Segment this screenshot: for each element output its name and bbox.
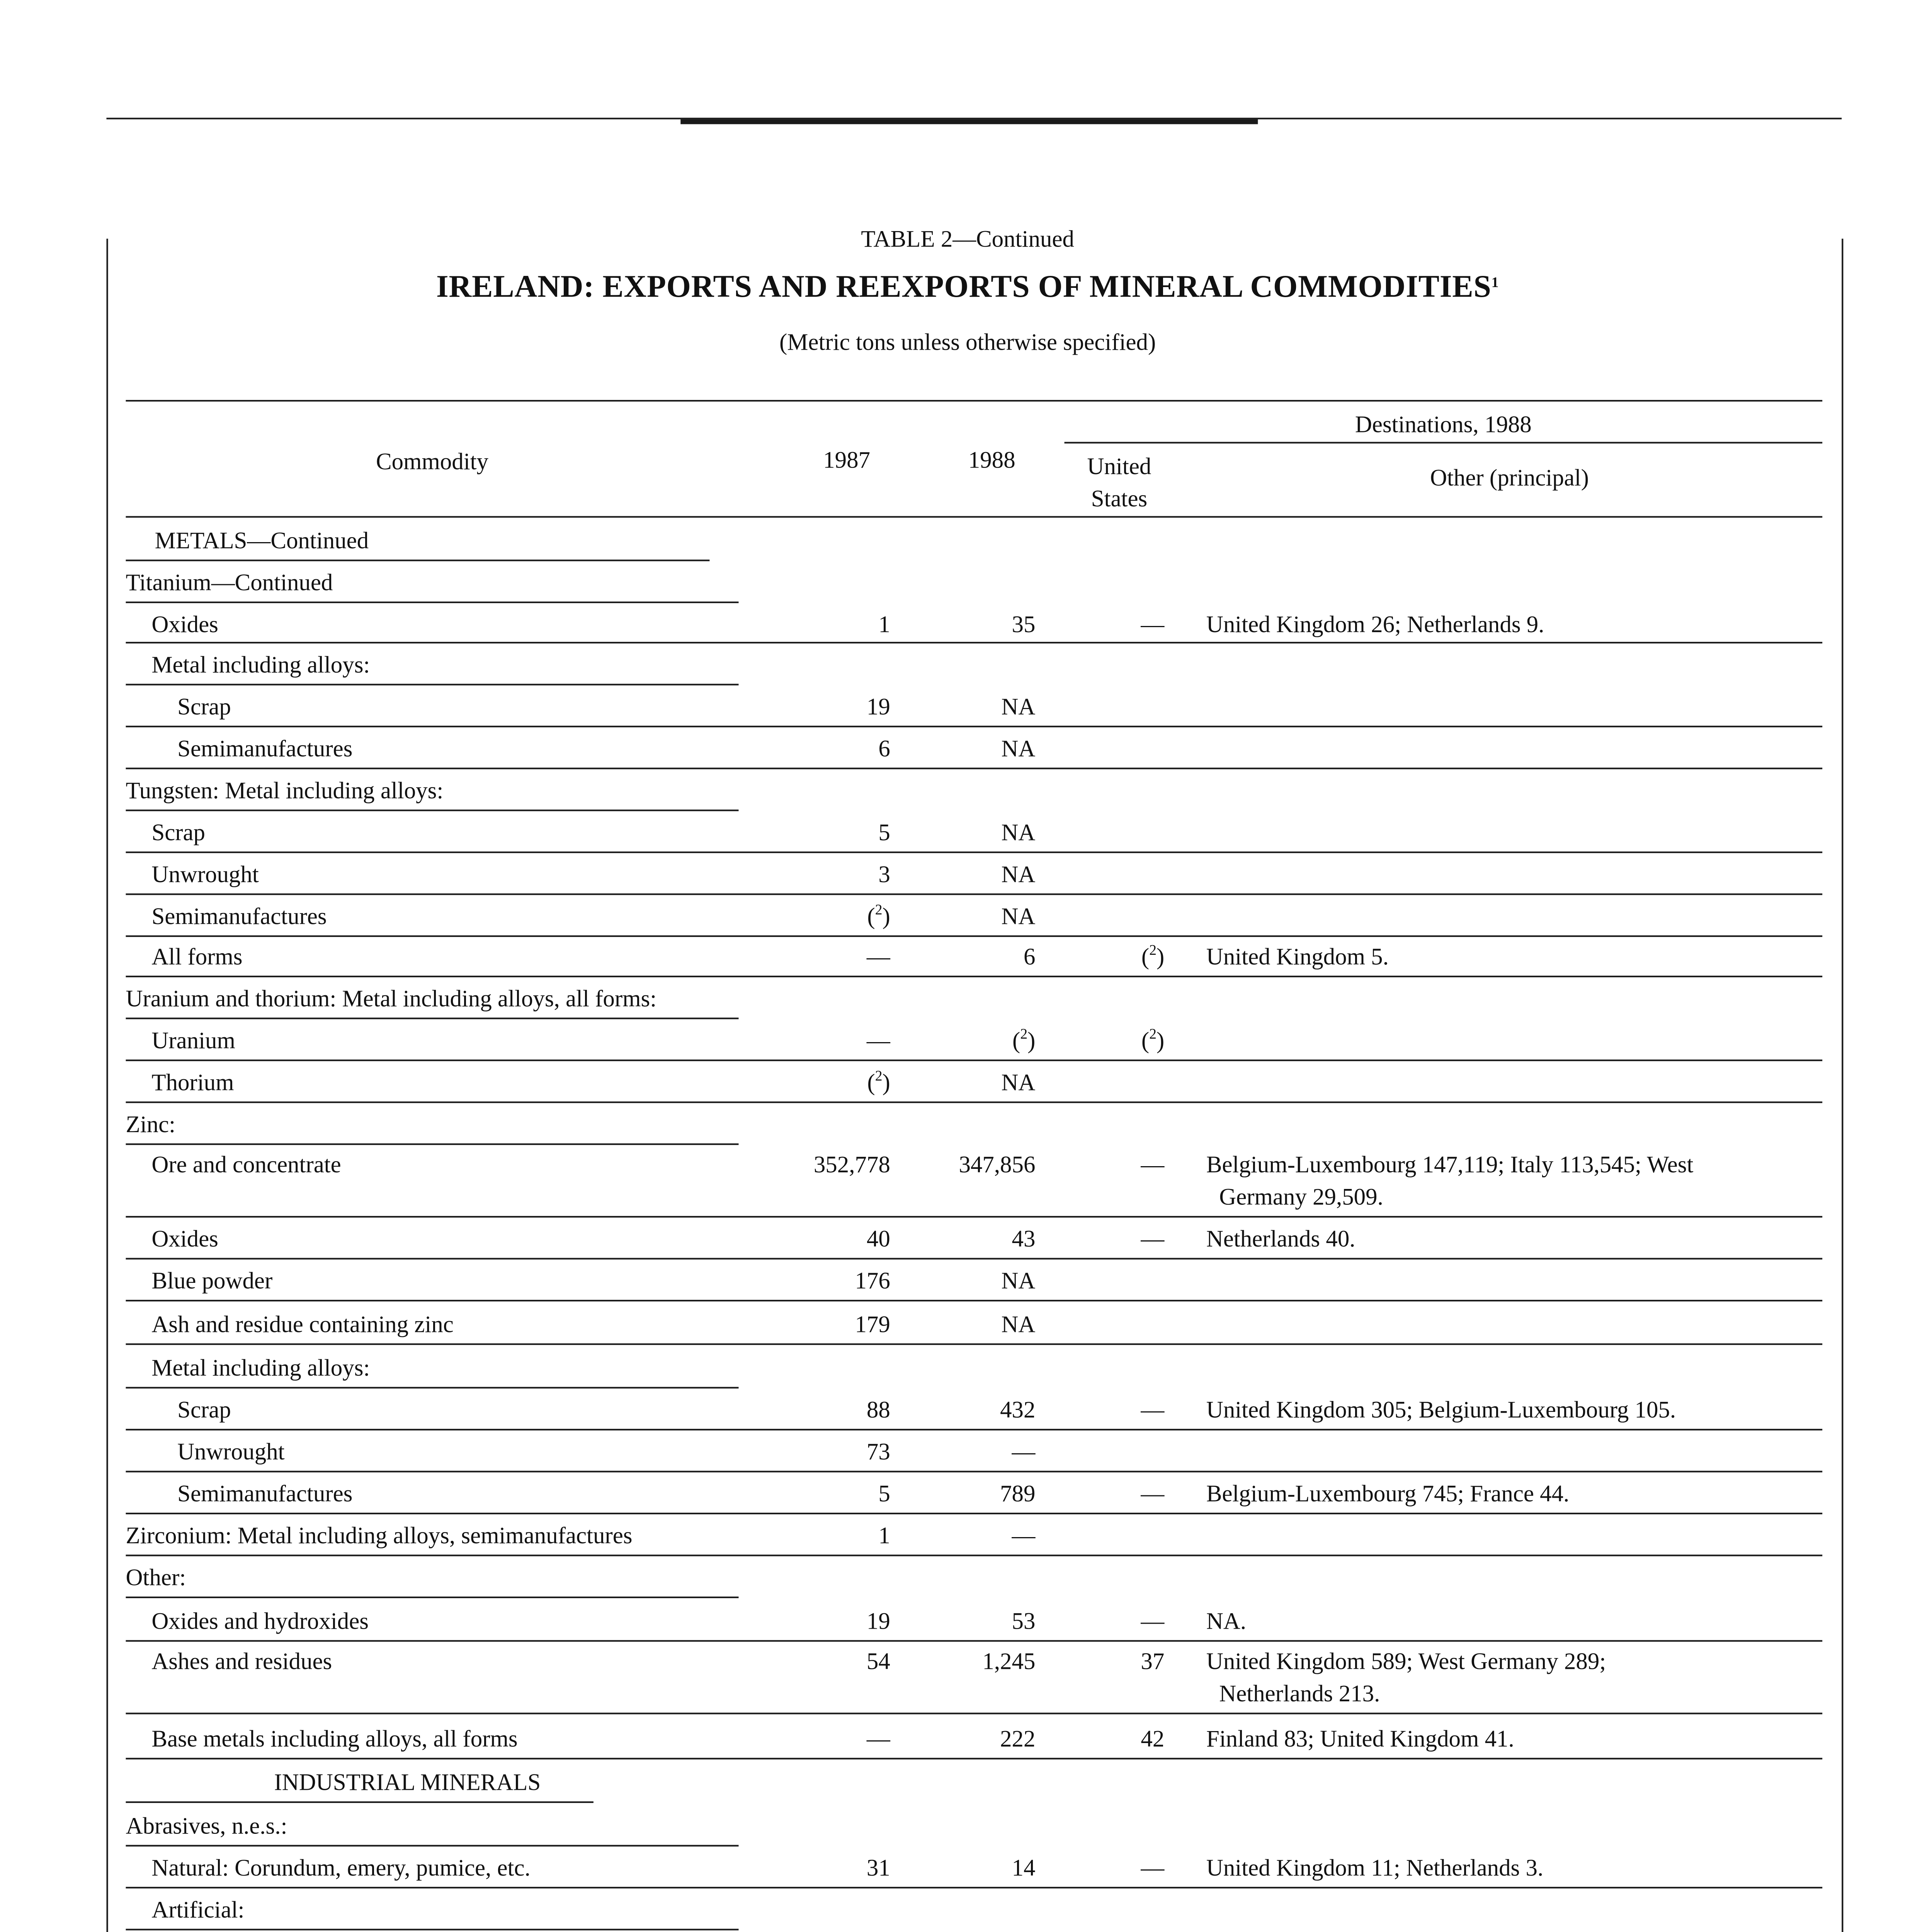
top-rule-thick bbox=[680, 119, 1258, 124]
cell-other-principal: Belgium-Luxembourg 147,119; Italy 113,545; West bbox=[1206, 1153, 1694, 1179]
cell-united-states-footnote-ref: ($^2$) bbox=[1141, 1026, 1165, 1055]
row-rule bbox=[126, 1429, 1823, 1430]
row-label: INDUSTRIAL MINERALS bbox=[274, 1770, 541, 1797]
cell-1988: — bbox=[1012, 1524, 1036, 1550]
col-us-header-line2: States bbox=[1091, 487, 1148, 513]
row-rule bbox=[126, 1060, 1823, 1061]
row-rule bbox=[126, 1018, 739, 1019]
row-rule bbox=[126, 1929, 739, 1930]
cell-1988: — bbox=[1012, 1440, 1036, 1466]
cell-united-states: — bbox=[1141, 1482, 1165, 1508]
cell-1987: 1 bbox=[878, 1524, 890, 1550]
cell-1987: — bbox=[866, 1727, 890, 1753]
cell-1987: 88 bbox=[866, 1398, 890, 1424]
cell-other-principal: Finland 83; United Kingdom 41. bbox=[1206, 1727, 1514, 1753]
table-title bbox=[0, 271, 1932, 305]
row-label: Natural: Corundum, emery, pumice, etc. bbox=[151, 1856, 531, 1882]
cell-1988: NA bbox=[1001, 821, 1036, 847]
cell-1987: 54 bbox=[866, 1650, 890, 1676]
row-label: Oxides and hydroxides bbox=[151, 1609, 369, 1636]
row-label: Uranium bbox=[151, 1029, 235, 1055]
row-rule bbox=[126, 1216, 1823, 1218]
cell-1987: 179 bbox=[855, 1313, 890, 1339]
row-label: Base metals including alloys, all forms bbox=[151, 1727, 518, 1753]
cell-1987: — bbox=[866, 945, 890, 971]
cell-1987: 31 bbox=[866, 1856, 890, 1882]
row-rule bbox=[126, 726, 1823, 727]
cell-1988: 14 bbox=[1012, 1856, 1036, 1882]
row-rule bbox=[126, 1887, 1823, 1888]
row-rule bbox=[126, 1300, 1823, 1301]
cell-1988: NA bbox=[1001, 1071, 1036, 1097]
col-destinations-header: Destinations, 1988 bbox=[1355, 413, 1532, 439]
row-label: Unwrought bbox=[177, 1440, 285, 1466]
cell-1988: 1,245 bbox=[982, 1650, 1036, 1676]
row-rule bbox=[126, 976, 1823, 977]
cell-1988: NA bbox=[1001, 1313, 1036, 1339]
cell-other-principal: NA. bbox=[1206, 1609, 1247, 1636]
left-margin-line bbox=[106, 239, 108, 1932]
title-footnote-marker: 1 bbox=[1491, 274, 1499, 291]
cell-1988: 6 bbox=[1023, 945, 1036, 971]
cell-united-states: — bbox=[1141, 1856, 1165, 1882]
cell-1988-footnote-ref: ($^2$) bbox=[1012, 1026, 1036, 1055]
col-1988-header: 1988 bbox=[968, 448, 1015, 474]
cell-united-states: — bbox=[1141, 1609, 1165, 1636]
cell-1988: 53 bbox=[1012, 1609, 1036, 1636]
cell-united-states: 42 bbox=[1141, 1727, 1165, 1753]
row-label: Scrap bbox=[177, 1398, 231, 1424]
row-label: Blue powder bbox=[151, 1269, 273, 1295]
col-us-header-line1: United bbox=[1087, 454, 1151, 481]
row-rule bbox=[126, 1597, 739, 1598]
row-label: Ashes and residues bbox=[151, 1650, 332, 1676]
row-rule bbox=[126, 1640, 1823, 1642]
row-label: Semimanufactures bbox=[151, 905, 327, 931]
row-rule bbox=[126, 852, 1823, 853]
row-label: Ore and concentrate bbox=[151, 1153, 341, 1179]
header-top-rule bbox=[126, 400, 1823, 401]
row-rule bbox=[126, 602, 739, 603]
cell-united-states-footnote-ref: ($^2$) bbox=[1141, 942, 1165, 971]
row-rule bbox=[126, 768, 1823, 769]
row-label: All forms bbox=[151, 945, 243, 971]
cell-1987: 19 bbox=[866, 1609, 890, 1636]
cell-1988: 789 bbox=[1000, 1482, 1036, 1508]
row-rule bbox=[126, 1102, 1823, 1103]
cell-1988: NA bbox=[1001, 695, 1036, 721]
cell-1987: 3 bbox=[878, 862, 890, 889]
row-label: Zirconium: Metal including alloys, semimanufactures bbox=[126, 1524, 633, 1550]
cell-1987: 40 bbox=[866, 1227, 890, 1253]
row-label: Ash and residue containing zinc bbox=[151, 1313, 454, 1339]
row-label: Tungsten: Metal including alloys: bbox=[126, 779, 444, 805]
row-rule bbox=[126, 1758, 1823, 1759]
row-label: Semimanufactures bbox=[177, 1482, 353, 1508]
row-label: Semimanufactures bbox=[177, 737, 353, 763]
row-label: Oxides bbox=[151, 612, 218, 639]
cell-other-principal: United Kingdom 5. bbox=[1206, 945, 1389, 971]
units-note: (Metric tons unless otherwise specified) bbox=[779, 330, 1156, 357]
row-rule bbox=[126, 642, 1823, 643]
cell-other-principal: United Kingdom 26; Netherlands 9. bbox=[1206, 612, 1544, 639]
header-bottom-rule bbox=[126, 516, 1823, 518]
row-rule bbox=[126, 1845, 739, 1847]
cell-other-principal: United Kingdom 589; West Germany 289; bbox=[1206, 1650, 1606, 1676]
cell-united-states: — bbox=[1141, 1398, 1165, 1424]
table-label: TABLE 2—Continued bbox=[861, 227, 1075, 253]
cell-united-states: 37 bbox=[1141, 1650, 1165, 1676]
row-rule bbox=[126, 1387, 739, 1388]
destinations-rule bbox=[1065, 442, 1823, 444]
cell-1988: NA bbox=[1001, 737, 1036, 763]
cell-united-states: — bbox=[1141, 1153, 1165, 1179]
row-label: Abrasives, n.e.s.: bbox=[126, 1814, 287, 1840]
cell-other-principal: United Kingdom 305; Belgium-Luxembourg 105. bbox=[1206, 1398, 1676, 1424]
row-rule bbox=[126, 1143, 739, 1145]
cell-other-principal-continued: Germany 29,509. bbox=[1219, 1185, 1383, 1211]
row-rule bbox=[126, 1344, 1823, 1345]
cell-1988: 432 bbox=[1000, 1398, 1036, 1424]
col-1987-header: 1987 bbox=[823, 448, 871, 474]
cell-1987: — bbox=[866, 1029, 890, 1055]
cell-other-principal: United Kingdom 11; Netherlands 3. bbox=[1206, 1856, 1544, 1882]
cell-other-principal: Belgium-Luxembourg 745; France 44. bbox=[1206, 1482, 1570, 1508]
row-label: Metal including alloys: bbox=[151, 1356, 370, 1382]
row-label: Scrap bbox=[151, 821, 206, 847]
col-other-header: Other (principal) bbox=[1430, 466, 1589, 492]
cell-1988: 43 bbox=[1012, 1227, 1036, 1253]
row-rule bbox=[126, 1471, 1823, 1472]
cell-united-states: — bbox=[1141, 612, 1165, 639]
cell-1987 bbox=[758, 903, 890, 932]
cell-1987: 5 bbox=[878, 821, 890, 847]
row-label: Scrap bbox=[177, 695, 231, 721]
row-rule bbox=[126, 935, 1823, 937]
row-label: Unwrought bbox=[151, 862, 259, 889]
row-rule bbox=[126, 1258, 1823, 1259]
cell-united-states: — bbox=[1141, 1227, 1165, 1253]
cell-united-states bbox=[1048, 1027, 1164, 1056]
row-rule bbox=[126, 1554, 1823, 1556]
cell-1987: 352,778 bbox=[813, 1153, 890, 1179]
cell-1987 bbox=[758, 1069, 890, 1098]
cell-1987-footnote-ref: ($^2$) bbox=[867, 1067, 890, 1097]
cell-1988: NA bbox=[1001, 1269, 1036, 1295]
cell-1988: NA bbox=[1001, 862, 1036, 889]
cell-other-principal-continued: Netherlands 213. bbox=[1219, 1682, 1380, 1708]
cell-1987: 176 bbox=[855, 1269, 890, 1295]
row-label: Oxides bbox=[151, 1227, 218, 1253]
cell-1987-footnote-ref: ($^2$) bbox=[867, 901, 890, 931]
row-rule bbox=[126, 893, 1823, 895]
cell-1987: 1 bbox=[878, 612, 890, 639]
col-commodity-header: Commodity bbox=[376, 450, 489, 476]
row-rule bbox=[126, 684, 739, 685]
row-rule bbox=[126, 1801, 594, 1803]
cell-1987: 5 bbox=[878, 1482, 890, 1508]
row-rule bbox=[126, 810, 739, 811]
cell-1988 bbox=[903, 1027, 1035, 1056]
row-label: Titanium—Continued bbox=[126, 571, 333, 597]
row-label: Uranium and thorium: Metal including alloys, all forms: bbox=[126, 987, 657, 1013]
cell-1988: 222 bbox=[1000, 1727, 1036, 1753]
table-title-text: IRELAND: EXPORTS AND REEXPORTS OF MINERAL COMMODITIES bbox=[436, 271, 1492, 305]
row-rule bbox=[126, 1513, 1823, 1514]
row-label: Artificial: bbox=[151, 1898, 245, 1924]
row-label: Other: bbox=[126, 1566, 186, 1592]
cell-1988: 347,856 bbox=[959, 1153, 1036, 1179]
cell-1987: 19 bbox=[866, 695, 890, 721]
row-rule bbox=[126, 560, 710, 561]
row-rule bbox=[126, 1713, 1823, 1714]
row-label: Metal including alloys: bbox=[151, 653, 370, 679]
cell-1988: 35 bbox=[1012, 612, 1036, 639]
row-label: Zinc: bbox=[126, 1112, 176, 1139]
right-margin-line bbox=[1842, 239, 1843, 1932]
cell-1987: 6 bbox=[878, 737, 890, 763]
cell-1988: NA bbox=[1001, 905, 1036, 931]
row-label: METALS—Continued bbox=[155, 529, 369, 555]
cell-other-principal: Netherlands 40. bbox=[1206, 1227, 1355, 1253]
cell-1987: 73 bbox=[866, 1440, 890, 1466]
cell-united-states bbox=[1048, 944, 1164, 973]
row-label: Thorium bbox=[151, 1071, 234, 1097]
